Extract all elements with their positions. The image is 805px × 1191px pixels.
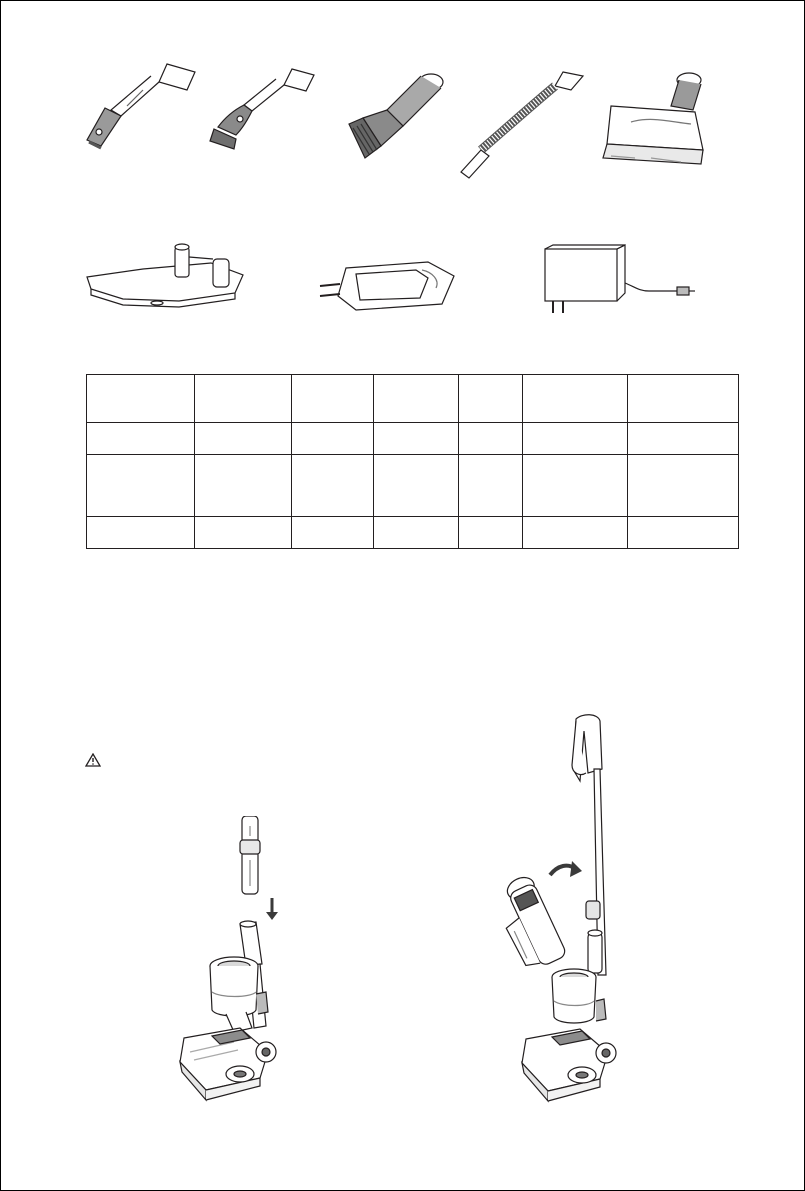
table-cell	[87, 455, 195, 517]
table-cell	[195, 517, 292, 549]
table-cell	[292, 517, 374, 549]
table-cell	[523, 517, 628, 549]
extension-hose-illustration	[451, 66, 591, 181]
table-cell	[523, 423, 628, 455]
table-cell	[374, 375, 459, 423]
brush-tool-illustration	[206, 61, 321, 156]
table-cell	[195, 423, 292, 455]
table-row	[87, 517, 739, 549]
table-cell	[523, 455, 628, 517]
table-row	[87, 455, 739, 517]
table-cell	[195, 375, 292, 423]
table-cell	[459, 375, 523, 423]
table-cell	[87, 375, 195, 423]
assembly-step-attach-handheld-illustration	[496, 711, 636, 1106]
table-cell	[374, 455, 459, 517]
table-cell	[459, 455, 523, 517]
table-cell	[374, 423, 459, 455]
table-cell	[628, 423, 739, 455]
table-cell	[87, 423, 195, 455]
table-cell	[292, 375, 374, 423]
table-cell	[628, 517, 739, 549]
charging-dock-illustration	[316, 256, 461, 316]
storage-stand-illustration	[83, 241, 248, 311]
table-cell	[195, 455, 292, 517]
table-row	[87, 375, 739, 423]
table-cell	[523, 375, 628, 423]
warning-triangle-icon	[85, 753, 101, 767]
table-cell	[628, 455, 739, 517]
table-cell	[459, 423, 523, 455]
table-cell	[292, 455, 374, 517]
table-row	[87, 423, 739, 455]
mini-motorized-head-illustration	[591, 66, 721, 176]
table-cell	[628, 375, 739, 423]
table-cell	[459, 517, 523, 549]
power-adapter-illustration	[539, 243, 699, 318]
table-cell	[87, 517, 195, 549]
table-cell	[292, 423, 374, 455]
assembly-step-attach-tube-illustration	[176, 816, 286, 1106]
crevice-tool-illustration	[81, 56, 201, 156]
table-cell	[374, 517, 459, 549]
dusting-brush-illustration	[341, 66, 451, 166]
specification-table	[86, 374, 739, 549]
